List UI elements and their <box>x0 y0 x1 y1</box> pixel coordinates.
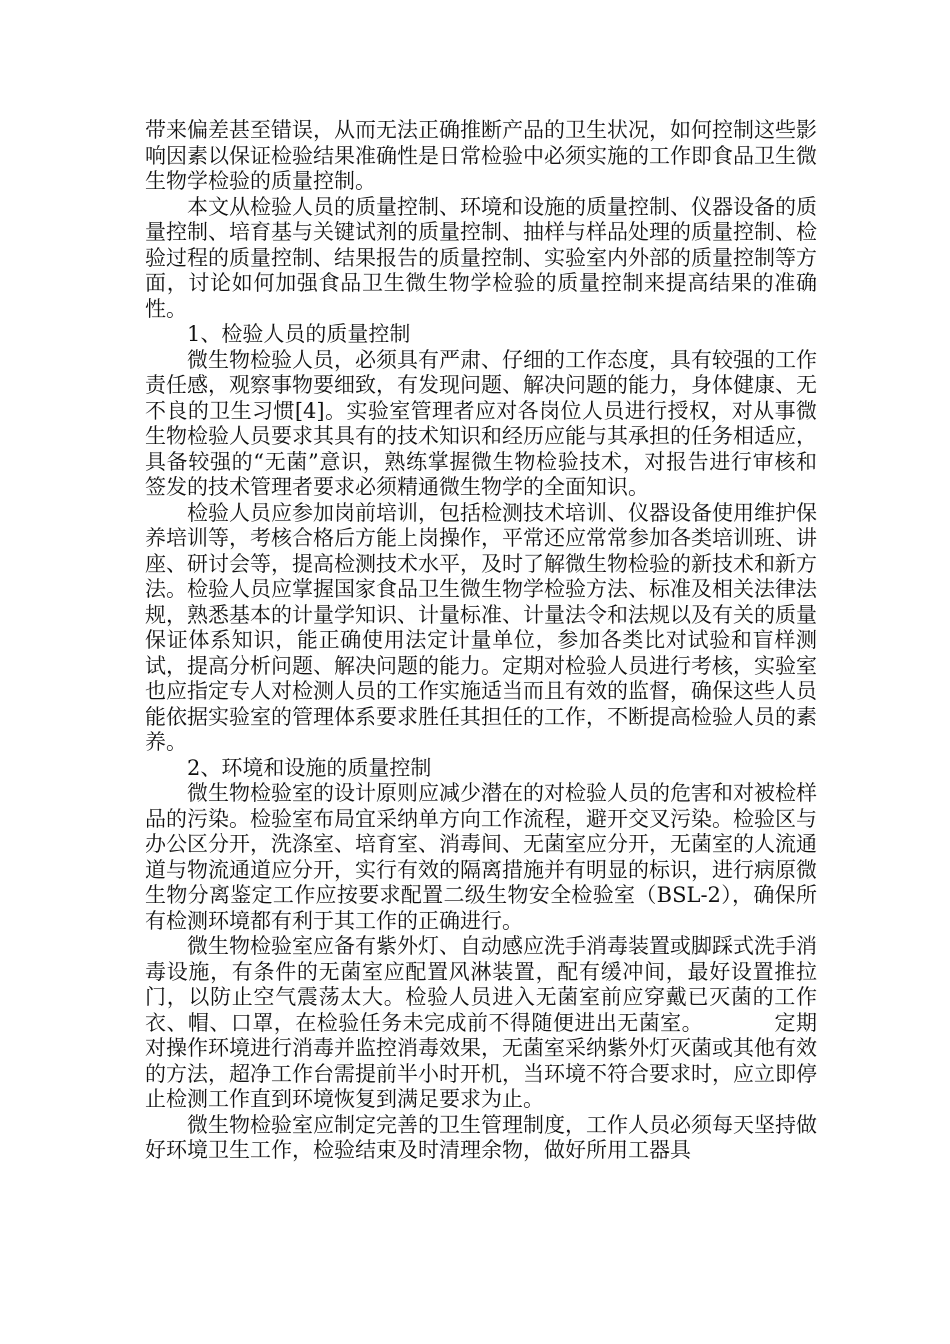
section-heading-2: 2、环境和设施的质量控制 <box>187 755 432 780</box>
paragraph-7: 微生物检验室应制定完善的卫生管理制度，工作人员必须每天坚持做好环境卫生工作，检验结束及时清理余物，做好所用工器具 <box>145 1112 817 1162</box>
paragraph-6: 微生物检验室应备有紫外灯、自动感应洗手消毒装置或脚踩式洗手消毒设施，有条件的无菌室应配置风淋装置，配有缓冲间，最好设置推拉门，以防止空气震荡太大。检验人员进入无菌室前应穿戴已灭菌的工作衣、帽、口罩，在检验任务未完成前不得随便进出无菌室。 定期对操作环境进行消毒并监控消毒效果，无菌室采纳紫外灯灭菌或其他有效的方法，超净工作台需提前半小时开机，当环境不符合要求时，应立即停止检测工作直到环境恢复到满足要求为止。 <box>145 934 817 1111</box>
section-heading-1: 1、检验人员的质量控制 <box>187 322 411 346</box>
paragraph-2: 本文从检验人员的质量控制、环境和设施的质量控制、仪器设备的质量控制、培育基与关键试剂的质量控制、抽样与样品处理的质量控制、检验过程的质量控制、结果报告的质量控制、实验室内外部的质量控制等方面，讨论如何加强食品卫生微生物学检验的质量控制来提高结果的准确性。 <box>145 194 817 321</box>
paragraph-4: 检验人员应参加岗前培训，包括检测技术培训、仪器设备使用维护保养培训等，考核合格后方能上岗操作，平常还应常常参加各类培训班、讲座、研讨会等，提高检测技术水平，及时了解微生物检验的新技术和新方法。检验人员应掌握国家食品卫生微生物学检验方法、标准及相关法律法规，熟悉基本的计量学知识、计量标准、计量法令和法规以及有关的质量保证体系知识，能正确使用法定计量单位，参加各类比对试验和盲样测试，提高分析问题、解决问题的能力。定期对检验人员进行考核，实验室也应指定专人对检测人员的工作实施适当而且有效的监督，确保这些人员能依据实验室的管理体系要求胜任其担任的工作，不断提高检验人员的素养。 <box>145 500 817 754</box>
paragraph-1: 带来偏差甚至错误，从而无法正确推断产品的卫生状况，如何控制这些影响因素以保证检验结果准确性是日常检验中必须实施的工作即食品卫生微生物学检验的质量控制。 <box>145 118 817 193</box>
paragraph-5: 微生物检验室的设计原则应减少潜在的对检验人员的危害和对被检样品的污染。检验室布局宜采纳单方向工作流程，避开交叉污染。检验区与办公区分开，洗涤室、培育室、消毒间、无菌室应分开，无菌室的人流通道与物流通道应分开，实行有效的隔离措施并有明显的标识，进行病原微生物分离鉴定工作应按要求配置二级生物安全检验室（BSL-2），确保所有检测环境都有利于其工作的正确进行。 <box>145 781 817 933</box>
paragraph-3: 微生物检验人员，必须具有严肃、仔细的工作态度，具有较强的工作责任感，观察事物要细致，有发现问题、解决问题的能力，身体健康、无不良的卫生习惯[4]。实验室管理者应对各岗位人员进行授权，对从事微生物检验人员要求其具有的技术知识和经历应能与其承担的任务相适应，具备较强的“无菌”意识，熟练掌握微生物检验技术，对报告进行审核和签发的技术管理者要求必须精通微生物学的全面知识。 <box>145 347 817 499</box>
document-body <box>145 118 817 1164</box>
